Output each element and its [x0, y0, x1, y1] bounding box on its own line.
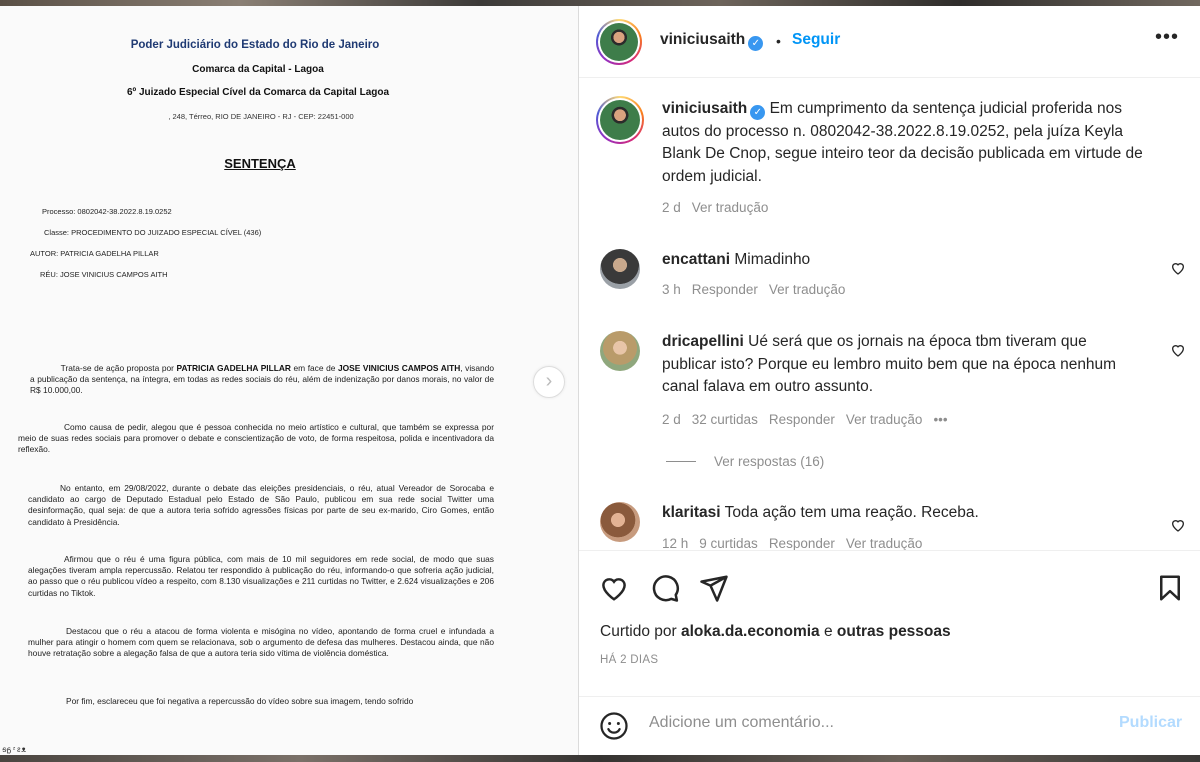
follow-button[interactable]: Seguir: [792, 31, 841, 48]
comment-likes[interactable]: 9 curtidas: [699, 536, 758, 550]
comment-translate-link[interactable]: Ver tradução: [845, 412, 923, 427]
comment-time: 12 h: [662, 536, 689, 550]
comment-text: klaritasi Toda ação tem uma reação. Receba.: [662, 504, 979, 521]
comment-meta: [662, 282, 856, 297]
post-header: [579, 6, 1200, 78]
background-strip-bottom: [0, 745, 1200, 762]
commenter-avatar[interactable]: [600, 502, 640, 542]
comment-more-icon[interactable]: •••: [933, 412, 948, 427]
view-replies-button[interactable]: Ver respostas (16): [666, 454, 824, 469]
post-sidebar: [578, 6, 1200, 755]
comment-translate-link[interactable]: Ver tradução: [768, 282, 846, 297]
comment-meta: [662, 412, 959, 427]
comment-text: encattani Mimadinho: [662, 251, 811, 268]
corner-text: ᵴᵷᶻᴤᴥ: [2, 745, 27, 754]
post-actions: [579, 550, 1200, 700]
comment-username[interactable]: dricapellini: [662, 333, 744, 350]
verified-badge-icon: ✓: [748, 36, 763, 51]
save-bookmark-icon[interactable]: [1155, 573, 1185, 603]
post-image-document: [0, 6, 578, 755]
comment-time: 3 h: [662, 282, 681, 297]
comment-likes[interactable]: 32 curtidas: [691, 412, 758, 427]
comment-input[interactable]: Adicione um comentário...: [649, 714, 834, 731]
like-heart-icon[interactable]: [599, 573, 629, 603]
next-image-button[interactable]: [533, 366, 565, 398]
comment-text: dricapellini Ué será que os jornais na época tbm tiveram que publicar isto? Porque eu lembro muito bem que na época nenhum canal falava em outro assunto.: [662, 333, 1117, 395]
liked-by-user[interactable]: aloka.da.economia: [680, 623, 820, 640]
like-comment-heart-icon[interactable]: [1170, 260, 1186, 276]
separator-dot: •: [776, 33, 781, 49]
replies-divider: [666, 461, 696, 462]
doc-court: Poder Judiciário do Estado do Rio de Janeiro: [130, 39, 380, 51]
doc-address: , 248, Térreo, RIO DE JANEIRO - RJ - CEP: 22451-000: [168, 112, 354, 121]
liked-by-others[interactable]: outras pessoas: [836, 623, 951, 640]
comment-reply-link[interactable]: Responder: [768, 412, 835, 427]
comment-username[interactable]: klaritasi: [662, 504, 721, 521]
comments-list: [579, 78, 1200, 550]
author-username[interactable]: viniciusaith: [660, 31, 746, 48]
chevron-right-icon: ›: [545, 370, 553, 392]
like-comment-heart-icon[interactable]: [1170, 342, 1186, 358]
comment-username[interactable]: encattani: [662, 251, 731, 268]
caption-avatar[interactable]: [596, 96, 644, 144]
author-avatar[interactable]: [596, 19, 642, 65]
share-paper-plane-icon[interactable]: [699, 573, 729, 603]
doc-processo: Processo: 0802042-38.2022.8.19.0252: [42, 207, 172, 216]
doc-paragraph-4: Afirmou que o réu é uma figura pública, com mais de 10 mil seguidores em rede social, de modo que suas alegações tiveram ampla repercussão. Relatou ter respondido à publicação do réu, informando-o que sofreria ação judicial, ao passo que o réu publicou vídeo a respeito, com 8.130 visualizações e 211 curtidas no Twitter, e 2.624 visualizações e 206 curtidas no Tiktok.: [28, 554, 494, 598]
doc-paragraph-3: No entanto, em 29/08/2022, durante o debate das eleições presidenciais, o réu, atual Vereador de Sorocaba e candidato ao cargo de Deputado Estadual pelo Estado de São Paulo, publicou em sua rede social Twitter uma desinformação, qual seja: de que a autora teria sofrido agressões físicas por parte de seu ex-marido, Ciro Gomes, então candidato à Presidência.: [28, 483, 494, 527]
liked-by-text: Curtido por aloka.da.economia e outras pessoas: [600, 623, 951, 640]
doc-paragraph-1: Trata-se de ação proposta por PATRICIA GADELHA PILLAR em face de JOSE VINICIUS CAMPOS AITH, visando a publicação da sentença, na íntegra, em todas as redes sociais do réu, além de indenização por danos morais, no valor de R$ 10.000,00.: [30, 363, 494, 396]
author-username-block: [660, 31, 763, 51]
add-comment-bar: [579, 696, 1200, 755]
comment-time: 2 d: [662, 412, 681, 427]
commenter-avatar[interactable]: [600, 249, 640, 289]
doc-district: Comarca da Capital - Lagoa: [192, 64, 324, 75]
comment-bubble-icon[interactable]: [650, 573, 680, 603]
caption-username[interactable]: viniciusaith: [662, 100, 748, 117]
comment-meta: [662, 536, 933, 550]
comment-translate-link[interactable]: Ver tradução: [845, 536, 923, 550]
doc-court-unit: 6º Juizado Especial Cível da Comarca da Capital Lagoa: [126, 87, 390, 98]
doc-paragraph-5: Destacou que o réu a atacou de forma violenta e misógina no vídeo, apontando de forma cruel e infundada a mulher para atingir o homem com quem se relacionava, sob o argumento de defesa das mulheres. Destacou ainda, que não houve retratação sobre a alegação falsa de que a autora teria sido vítima de violência doméstica.: [28, 626, 494, 659]
caption-translate-link[interactable]: Ver tradução: [691, 200, 769, 215]
commenter-avatar[interactable]: [600, 331, 640, 371]
like-comment-heart-icon[interactable]: [1170, 517, 1186, 533]
publish-button[interactable]: Publicar: [1119, 714, 1183, 731]
verified-badge-icon: ✓: [750, 105, 765, 120]
doc-paragraph-6: Por fim, esclareceu que foi negativa a repercussão do vídeo sobre sua imagem, tendo sofrido: [66, 696, 414, 706]
doc-reu: RÉU: JOSE VINICIUS CAMPOS AITH: [40, 270, 168, 279]
doc-autor: AUTOR: PATRICIA GADELHA PILLAR: [30, 249, 159, 258]
doc-classe: Classe: PROCEDIMENTO DO JUIZADO ESPECIAL CÍVEL (436): [44, 228, 262, 237]
more-options-icon[interactable]: •••: [1155, 26, 1180, 48]
post-date: HÁ 2 DIAS: [600, 654, 659, 666]
comment-reply-link[interactable]: Responder: [691, 282, 758, 297]
comment-reply-link[interactable]: Responder: [768, 536, 835, 550]
doc-title: SENTENÇA: [224, 156, 296, 171]
caption-meta: [662, 200, 779, 215]
caption-time: 2 d: [662, 200, 681, 215]
caption-text: viniciusaith ✓ Em cumprimento da sentença judicial proferida nos autos do processo n. 0802042-38.2022.8.19.0252, pela juíza Keyla Blank De Cnop, segue inteiro teor da decisão publicada em virtude de ordem judicial.: [662, 100, 1143, 185]
emoji-icon[interactable]: [599, 711, 629, 741]
doc-paragraph-2: Como causa de pedir, alegou que é pessoa conhecida no meio artístico e cultural, que também se expressa por meio de suas redes sociais para promover o debate e conscientização de voto, de forma respeitosa, polida e incentivadora da reflexão.: [18, 422, 494, 455]
